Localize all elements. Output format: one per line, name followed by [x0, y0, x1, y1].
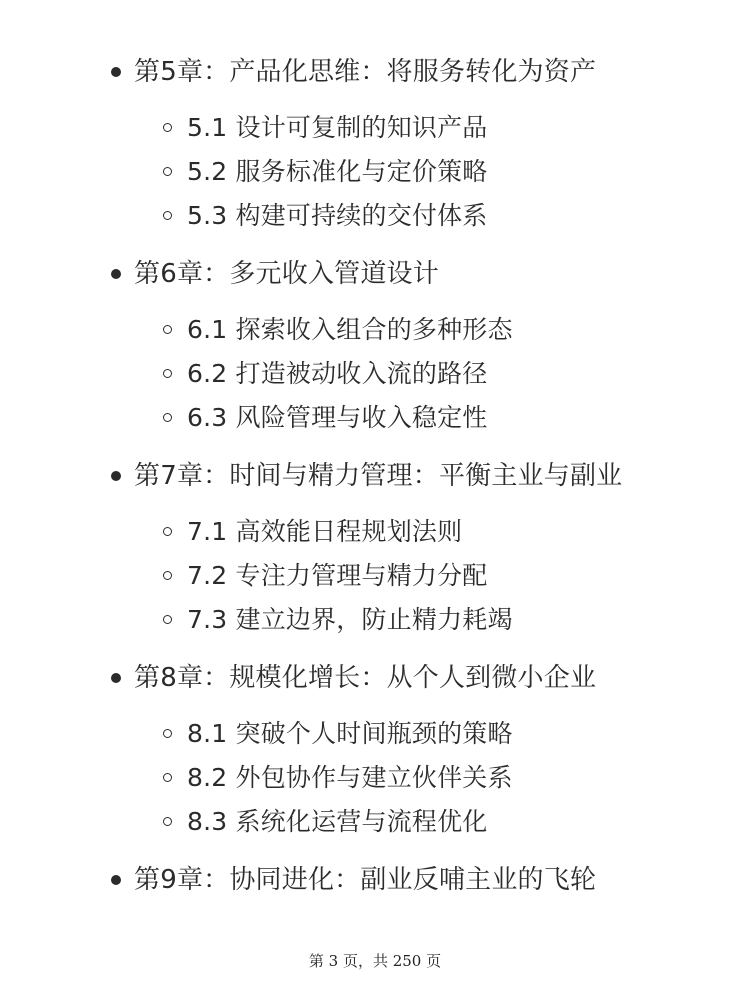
- section-item: [0, 601, 750, 641]
- section-title: 8.2 外包协作与建立伙伴关系: [187, 763, 513, 792]
- chapter-title: 第6章：多元收入管道设计: [134, 259, 439, 289]
- bullet-circle-icon: [163, 211, 172, 220]
- bullet-circle-icon: [163, 527, 172, 536]
- section-title: 5.3 构建可持续的交付体系: [187, 201, 488, 230]
- section-item: [0, 513, 750, 553]
- section-title: 7.1 高效能日程规划法则: [187, 517, 463, 546]
- bullet-circle-icon: [163, 123, 172, 132]
- chapter-title: 第8章：规模化增长：从个人到微小企业: [134, 663, 597, 693]
- section-item: [0, 109, 750, 149]
- section-title: 8.3 系统化运营与流程优化: [187, 807, 488, 836]
- chapter-item: [0, 860, 750, 900]
- bullet-circle-icon: [163, 773, 172, 782]
- section-title: 5.1 设计可复制的知识产品: [187, 113, 488, 142]
- bullet-circle-icon: [163, 167, 172, 176]
- section-item: [0, 153, 750, 193]
- bullet-dot-icon: [111, 269, 121, 279]
- section-item: [0, 557, 750, 597]
- section-title: 6.2 打造被动收入流的路径: [187, 359, 488, 388]
- section-title: 6.3 风险管理与收入稳定性: [187, 403, 488, 432]
- bullet-circle-icon: [163, 325, 172, 334]
- section-item: [0, 803, 750, 843]
- bullet-circle-icon: [163, 369, 172, 378]
- chapter-item: [0, 456, 750, 496]
- bullet-dot-icon: [111, 673, 121, 683]
- section-item: [0, 759, 750, 799]
- bullet-circle-icon: [163, 413, 172, 422]
- chapter-title: 第7章：时间与精力管理：平衡主业与副业: [134, 461, 623, 491]
- page-number-label: 第 3 页，共 250 页: [308, 952, 442, 970]
- section-title: 7.3 建立边界，防止精力耗竭: [187, 605, 513, 634]
- bullet-dot-icon: [111, 471, 121, 481]
- page-footer: [0, 950, 750, 971]
- bullet-dot-icon: [111, 875, 121, 885]
- bullet-circle-icon: [163, 615, 172, 624]
- chapter-title: 第5章：产品化思维：将服务转化为资产: [134, 57, 597, 87]
- bullet-circle-icon: [163, 571, 172, 580]
- section-title: 7.2 专注力管理与精力分配: [187, 561, 488, 590]
- chapter-item: [0, 52, 750, 92]
- section-title: 6.1 探索收入组合的多种形态: [187, 315, 513, 344]
- bullet-circle-icon: [163, 729, 172, 738]
- section-item: [0, 399, 750, 439]
- section-title: 8.1 突破个人时间瓶颈的策略: [187, 719, 513, 748]
- section-title: 5.2 服务标准化与定价策略: [187, 157, 488, 186]
- bullet-dot-icon: [111, 67, 121, 77]
- section-item: [0, 311, 750, 351]
- section-item: [0, 715, 750, 755]
- section-item: [0, 355, 750, 395]
- chapter-title: 第9章：协同进化：副业反哺主业的飞轮: [134, 865, 597, 895]
- chapter-item: [0, 254, 750, 294]
- bullet-circle-icon: [163, 817, 172, 826]
- section-item: [0, 197, 750, 237]
- chapter-item: [0, 658, 750, 698]
